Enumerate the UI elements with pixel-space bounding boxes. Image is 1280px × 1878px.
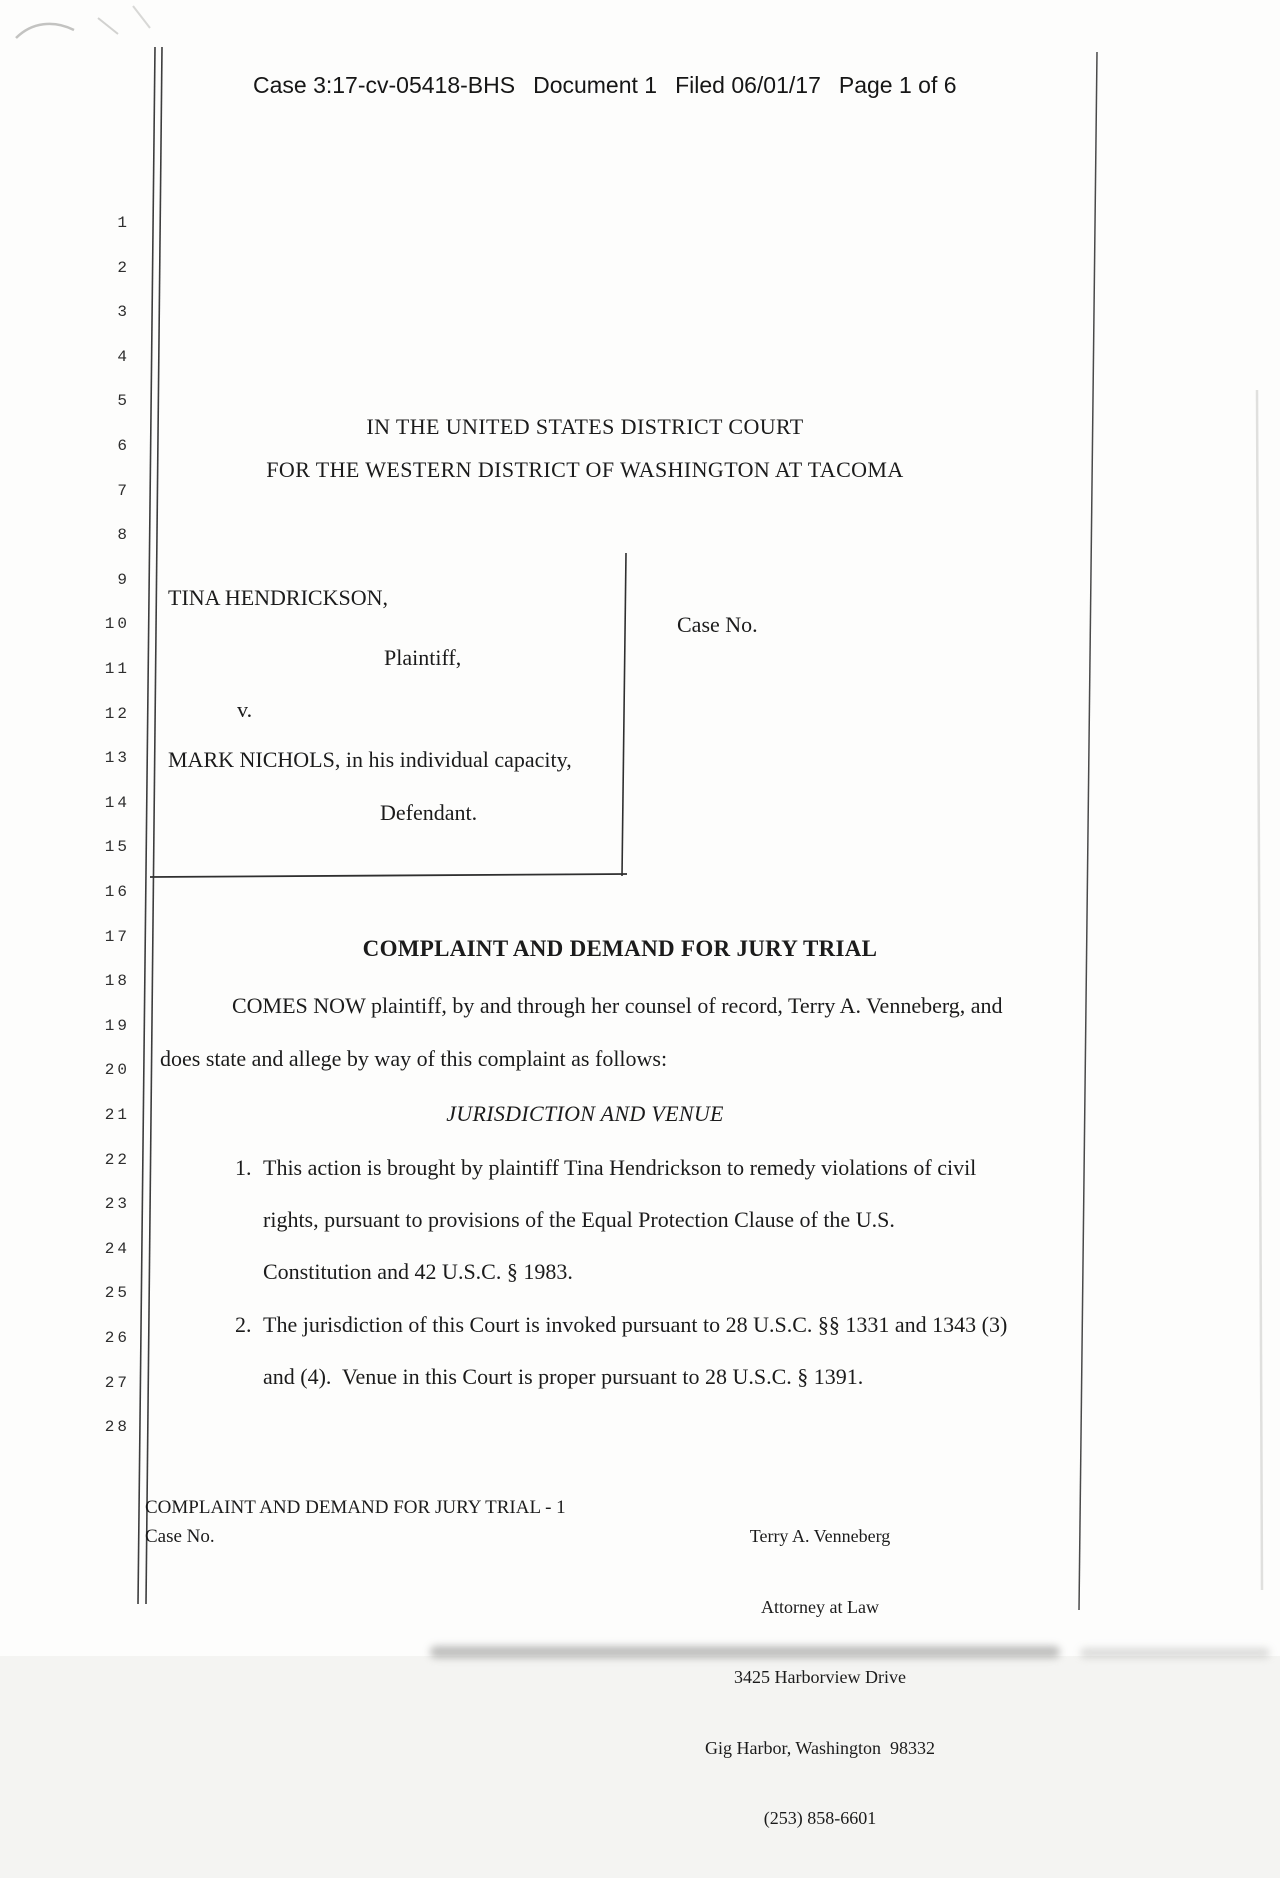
page-edge-shadow xyxy=(1257,390,1262,1590)
section-heading-jurisdiction-venue: JURISDICTION AND VENUE xyxy=(446,1101,724,1126)
line-number: 13 xyxy=(104,749,130,768)
line-number: 17 xyxy=(104,927,130,946)
scan-artifact-slash-2 xyxy=(133,6,150,28)
left-margin-rule-outer xyxy=(138,47,155,1604)
line-number: 18 xyxy=(104,972,130,991)
paragraph-1-line-1: This action is brought by plaintiff Tina Hendrickson to remedy violations of civil xyxy=(263,1155,977,1180)
paragraph-2-line-1: The jurisdiction of this Court is invoked pursuant to 28 U.S.C. §§ 1331 and 1343 (3) xyxy=(263,1312,1008,1337)
caption-plaintiff-role: Plaintiff, xyxy=(384,645,462,670)
intro-paragraph-line2: does state and allege by way of this complaint as follows: xyxy=(160,1046,668,1071)
scan-artifact-bottom-smudge xyxy=(430,1646,1060,1658)
caption-plaintiff-name: TINA HENDRICKSON, xyxy=(168,585,388,610)
attorney-phone: (253) 858-6601 xyxy=(763,1808,877,1828)
docket-case-number: Case 3:17-cv-05418-BHS xyxy=(253,72,516,98)
line-number: 23 xyxy=(104,1195,130,1214)
caption-case-no-label: Case No. xyxy=(677,612,758,637)
paragraph-2-line-2: and (4). Venue in this Court is proper pursuant to 28 U.S.C. § 1391. xyxy=(263,1364,864,1389)
caption-defendant-name: MARK NICHOLS, in his individual capacity, xyxy=(168,747,572,772)
intro-paragraph-line1: COMES NOW plaintiff, by and through her counsel of record, Terry A. Venneberg, and xyxy=(232,993,1003,1018)
scan-artifact-bottom-smudge-right xyxy=(1080,1648,1270,1658)
line-number: 26 xyxy=(104,1329,130,1347)
line-number: 21 xyxy=(104,1106,130,1124)
attorney-title: Attorney at Law xyxy=(761,1596,879,1617)
footer-case-no-label: Case No. xyxy=(145,1526,215,1547)
docket-document-number: Document 1 xyxy=(533,72,658,98)
caption-defendant-role: Defendant. xyxy=(380,800,478,825)
line-number: 7 xyxy=(117,481,130,500)
line-number: 14 xyxy=(104,793,130,812)
paragraph-1-line-3: Constitution and 42 U.S.C. § 1983. xyxy=(263,1259,573,1284)
line-number: 20 xyxy=(104,1061,130,1080)
caption-versus: v. xyxy=(237,697,253,722)
line-number: 6 xyxy=(117,437,130,455)
right-margin-rule xyxy=(1079,52,1097,1610)
line-number: 2 xyxy=(117,258,130,277)
line-number: 16 xyxy=(104,883,130,901)
paragraph-2-number: 2. xyxy=(235,1312,252,1337)
line-number: 15 xyxy=(104,838,130,857)
caption-box-vertical-rule xyxy=(622,553,626,876)
left-margin-rule-inner xyxy=(146,47,162,1604)
document-title: COMPLAINT AND DEMAND FOR JURY TRIAL xyxy=(362,936,878,961)
paragraph-1-number: 1. xyxy=(235,1155,252,1180)
docket-stamp xyxy=(253,72,957,99)
line-number: 8 xyxy=(117,526,130,545)
attorney-name: Terry A. Venneberg xyxy=(749,1526,891,1546)
line-number: 10 xyxy=(104,615,130,634)
line-number: 27 xyxy=(104,1373,130,1392)
attorney-signature-block xyxy=(620,1478,1020,1878)
caption-box-bottom-rule xyxy=(150,874,627,877)
line-number: 5 xyxy=(117,392,130,411)
line-number: 12 xyxy=(104,704,130,723)
attorney-address-line1: 3425 Harborview Drive xyxy=(734,1667,906,1687)
line-number: 19 xyxy=(104,1016,130,1035)
docket-filed-date: Filed 06/01/17 xyxy=(675,72,821,98)
docket-page-count: Page 1 of 6 xyxy=(838,72,957,98)
scan-artifact-slash-1 xyxy=(98,18,118,34)
line-number: 24 xyxy=(104,1239,130,1258)
line-number: 9 xyxy=(117,570,130,589)
line-number: 4 xyxy=(117,347,130,366)
paragraph-1-line-2: rights, pursuant to provisions of the Equal Protection Clause of the U.S. xyxy=(263,1207,895,1232)
line-number: 22 xyxy=(104,1150,130,1169)
attorney-address-line2: Gig Harbor, Washington 98332 xyxy=(705,1737,935,1758)
line-number: 3 xyxy=(117,303,130,322)
line-number: 11 xyxy=(104,660,130,678)
line-number: 28 xyxy=(104,1418,130,1437)
court-name-line1: IN THE UNITED STATES DISTRICT COURT xyxy=(366,414,804,439)
line-number: 1 xyxy=(117,214,130,232)
footer-document-title: COMPLAINT AND DEMAND FOR JURY TRIAL - 1 xyxy=(145,1497,566,1518)
scan-artifact-curve xyxy=(16,24,74,38)
court-name-line2: FOR THE WESTERN DISTRICT OF WASHINGTON AT TACOMA xyxy=(266,457,904,482)
line-number: 25 xyxy=(104,1284,130,1303)
